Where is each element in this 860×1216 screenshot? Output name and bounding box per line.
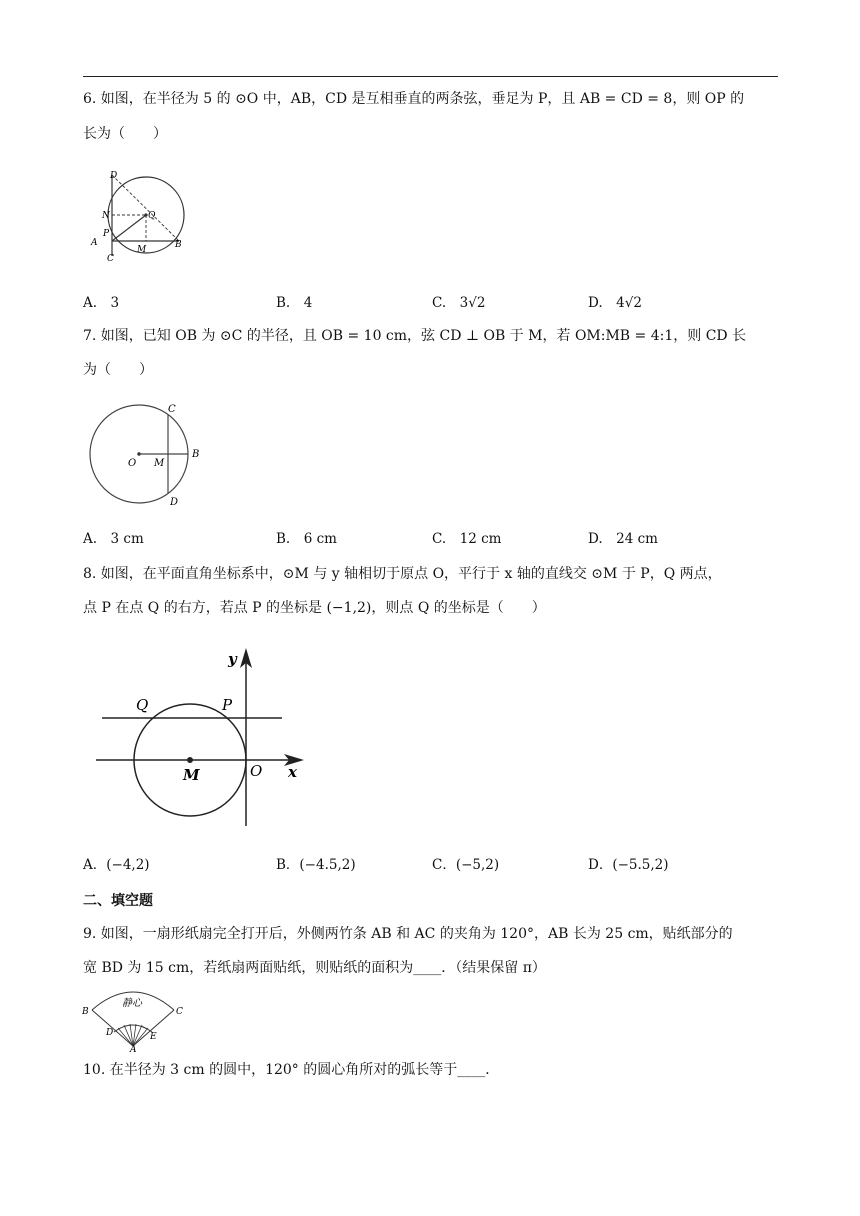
q9-label-e: E: [150, 1032, 157, 1042]
q6-text-line2: 长为（ ）: [83, 126, 167, 142]
q8-option-d[interactable]: D．(−5.5,2): [588, 857, 669, 873]
q6-text-line1: 6. 如图，在半径为 5 的 ⊙O 中，AB，CD 是互相垂直的两条弦，垂足为 P，且 AB = CD = 8，则 OP 的: [83, 91, 745, 107]
q6-label-n: N: [102, 211, 110, 221]
q9-label-a: A: [130, 1045, 137, 1052]
q7-text-line1: 7. 如图，已知 OB 为 ⊙C 的半径，且 OB = 10 cm，弦 CD ⊥ OB 于 M，若 OM:MB = 4:1，则 CD 长: [83, 328, 747, 344]
q6-option-d[interactable]: D. 4√2: [588, 295, 642, 311]
q8-text-line1: 8. 如图，在平面直角坐标系中，⊙M 与 y 轴相切于原点 O，平行于 x 轴的直线交 ⊙M 于 P，Q 两点，: [83, 566, 722, 582]
q6-label-a: A: [91, 238, 98, 248]
q6-option-c[interactable]: C. 3√2: [432, 295, 486, 311]
q6-label-m: M: [137, 245, 147, 255]
q6-figure: [86, 166, 192, 268]
q7-label-m: M: [154, 458, 165, 469]
q8-text-line2: 点 P 在点 Q 的右方，若点 P 的坐标是 (−1,2)，则点 Q 的坐标是（ ）: [83, 600, 546, 616]
q9-label-c: C: [176, 1007, 183, 1017]
q7-option-d[interactable]: D. 24 cm: [588, 531, 658, 547]
q7-center-dot: [137, 452, 140, 455]
q7-label-d: D: [170, 497, 179, 508]
q9-label-d: D: [106, 1028, 114, 1038]
q9-fan-text: 静心: [122, 998, 142, 1009]
q9-label-b: B: [82, 1007, 89, 1017]
q8-label-o: O: [250, 762, 263, 780]
q7-figure: [86, 398, 210, 510]
q6-label-c: C: [107, 254, 114, 264]
q8-label-x: x: [288, 763, 297, 781]
q7-label-o: O: [128, 458, 137, 469]
q8-option-b[interactable]: B．(−4.5,2): [276, 857, 356, 873]
section-title: 二、填空题: [83, 893, 153, 909]
q7-option-c[interactable]: C. 12 cm: [432, 531, 502, 547]
q7-option-a[interactable]: A. 3 cm: [83, 531, 144, 547]
q9-text-line1: 9. 如图，一扇形纸扇完全打开后，外侧两竹条 AB 和 AC 的夹角为 120°，AB 长为 25 cm，贴纸部分的: [83, 926, 733, 942]
q8-label-p: P: [222, 696, 233, 714]
q7-option-b[interactable]: B. 6 cm: [276, 531, 337, 547]
q6-segment-pq: [112, 215, 146, 241]
q9-figure: [80, 984, 186, 1052]
q8-option-a[interactable]: A．(−4,2): [83, 857, 150, 873]
q6-label-p: P: [103, 229, 110, 239]
q8-center-dot: [187, 757, 193, 763]
q8-label-m: M: [183, 766, 200, 784]
q6-label-b: B: [175, 240, 182, 250]
q6-option-b[interactable]: B. 4: [276, 295, 313, 311]
q8-label-y: y: [228, 650, 237, 668]
q10-text-line1: 10. 在半径为 3 cm 的圆中，120° 的圆心角所对的弧长等于____．: [83, 1062, 500, 1078]
q8-label-q: Q: [136, 696, 149, 714]
q7-label-b: B: [192, 449, 200, 460]
q7-label-c: C: [168, 404, 176, 415]
top-rule: [83, 76, 778, 77]
q6-option-a[interactable]: A. 3: [83, 295, 120, 311]
q8-figure: [94, 646, 308, 828]
q9-text-line2: 宽 BD 为 15 cm，若纸扇两面贴纸，则贴纸的面积为____．（结果保留 π）: [83, 960, 546, 976]
q9-inner-arc: [114, 1025, 152, 1032]
q6-label-q: Q: [148, 211, 156, 221]
q6-label-d: D: [110, 171, 118, 181]
q8-option-c[interactable]: C．(−5,2): [432, 857, 500, 873]
q7-text-line2: 为（ ）: [83, 362, 153, 378]
